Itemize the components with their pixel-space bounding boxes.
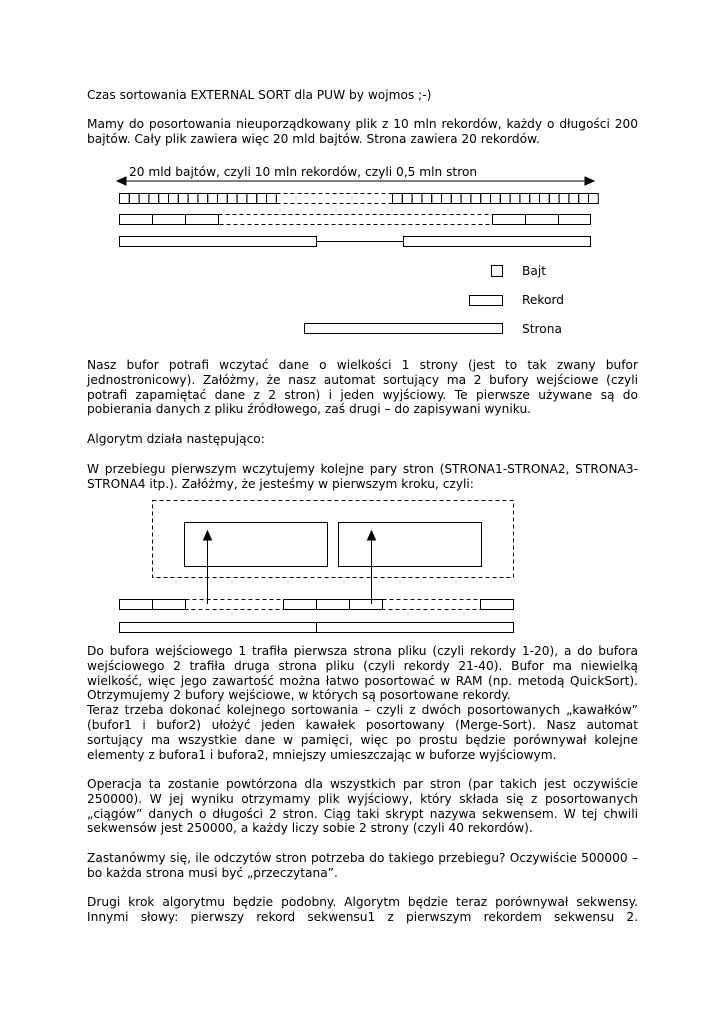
record-cell xyxy=(493,215,526,225)
load-arrow-2 xyxy=(368,531,376,604)
record-cell xyxy=(284,600,317,610)
text-line: wielkość, więc jego zawartość można łatwo posortować w RAM (np. metodą QuickSort). xyxy=(87,673,638,688)
file-pages-row xyxy=(120,623,514,633)
input-buffer-2 xyxy=(339,523,482,567)
legend-byte-box xyxy=(492,266,503,277)
byte-cell xyxy=(491,194,501,204)
text-line: 250000). W jej wyniku otrzymamy plik wyjściowy, który składa się z posortowanych xyxy=(87,791,638,806)
byte-cell xyxy=(247,194,257,204)
byte-cell xyxy=(227,194,237,204)
byte-cell xyxy=(267,194,277,204)
text-line: Zastanówmy się, ile odczytów stron potrzeba do takiego przebiegu? Oczywiście 500000 – xyxy=(87,851,638,865)
record-cell xyxy=(350,600,383,610)
buffers-paragraph xyxy=(87,644,638,762)
record-cell xyxy=(153,600,186,610)
byte-cell xyxy=(471,194,481,204)
text-line: bajtów. Cały plik zawiera więc 20 mld bajtów. Strona zawiera 20 rekordów. xyxy=(87,131,540,146)
record-cell-gap xyxy=(186,600,284,610)
record-cell xyxy=(153,215,186,225)
byte-cell xyxy=(129,194,139,204)
legend-record-box xyxy=(470,296,503,306)
bytes-row xyxy=(120,194,599,204)
text-line: „ciągów” danych o długości 2 stron. Ciąg taki skrypt nazywa sekwensem. W tej chwili xyxy=(87,806,638,821)
record-cell-gap xyxy=(219,215,493,225)
text-line: Innymi słowy: pierwszy rekord sekwensu1 z pierwszym rekordem sekwensu 2. xyxy=(87,909,638,924)
text-line: bo każda strona musi być „przeczytana”. xyxy=(87,865,338,880)
byte-cell xyxy=(481,194,491,204)
legend-record-label: Rekord xyxy=(522,293,565,307)
byte-cell xyxy=(237,194,247,204)
legend-byte-label: Bajt xyxy=(522,264,546,278)
record-cell xyxy=(481,600,514,610)
byte-cell xyxy=(461,194,471,204)
byte-cell xyxy=(422,194,432,204)
byte-cell xyxy=(569,194,579,204)
byte-cell xyxy=(402,194,412,204)
algorithm-heading: Algorytm działa następująco: xyxy=(87,432,265,446)
byte-cell xyxy=(169,194,179,204)
intro-paragraph xyxy=(87,117,638,147)
byte-cell xyxy=(540,194,550,204)
byte-cell-gap xyxy=(277,194,393,204)
byte-cell xyxy=(579,194,589,204)
text-line: Operacja ta zostanie powtórzona dla wszystkich par stron (par takich jest oczywiście xyxy=(87,777,638,791)
byte-cell xyxy=(510,194,520,204)
pages-row xyxy=(120,237,591,247)
byte-cell xyxy=(178,194,188,204)
text-line: Teraz trzeba dokonać kolejnego sortowania – czyli z dwóch posortowanych „kawałków” xyxy=(87,703,638,718)
byte-cell xyxy=(149,194,159,204)
record-cell xyxy=(186,215,219,225)
record-cell xyxy=(120,215,153,225)
byte-cell xyxy=(442,194,452,204)
byte-cell xyxy=(188,194,198,204)
byte-cell xyxy=(589,194,599,204)
byte-cell xyxy=(198,194,208,204)
load-arrow-1 xyxy=(204,531,212,604)
input-buffer-1 xyxy=(185,523,328,567)
text-line: Do bufora wejściowego 1 trafiła pierwsza strona pliku (czyli rekordy 1-20), a do bufora xyxy=(87,644,638,658)
text-line: potrafi zapamiętać dane z 2 stron) i jeden wyjściowy. Te pierwsze używane są do xyxy=(87,387,638,402)
record-cell xyxy=(317,600,350,610)
records-row xyxy=(120,215,591,225)
text-line: Mamy do posortowania nieuporządkowany plik z 10 mln rekordów, każdy o długości 200 xyxy=(87,117,638,131)
text-line: sortujący ma wszystkie dane w pamięci, więc po prostu będzie porównywał kolejne xyxy=(87,732,638,747)
second-step-paragraph xyxy=(87,895,638,925)
byte-cell xyxy=(500,194,510,204)
legend-page-box xyxy=(305,324,503,334)
text-line: STRONA4 itp.). Załóżmy, że jesteśmy w pierwszym kroku, czyli: xyxy=(87,476,474,491)
byte-cell xyxy=(218,194,228,204)
text-line: Nasz bufor potrafi wczytać dane o wielkości 1 strony (jest to tak zwany bufor xyxy=(87,358,638,372)
byte-cell xyxy=(139,194,149,204)
record-cell-gap xyxy=(383,600,481,610)
text-line: pobierania danych z pliku źródłowego, zaś drugi – do zapisywani wyniku. xyxy=(87,402,532,417)
text-line: Drugi krok algorytmu będzie podobny. Algorytm będzie teraz porównywał sekwensy. xyxy=(87,895,638,909)
record-cell xyxy=(559,215,591,225)
byte-cell xyxy=(432,194,442,204)
text-line: elementy z bufora1 i bufora2, mniejszy umieszczając w buforze wyjściowym. xyxy=(87,747,557,762)
byte-cell xyxy=(208,194,218,204)
text-line: W przebiegu pierwszym wczytujemy kolejne pary stron (STRONA1-STRONA2, STRONA3- xyxy=(87,462,638,476)
byte-cell xyxy=(559,194,569,204)
text-line: sekwensów jest 250000, a każdy liczy sobie 2 strony (czyli 40 rekordów). xyxy=(87,821,533,836)
byte-cell xyxy=(451,194,461,204)
reads-paragraph xyxy=(87,851,638,881)
file-records-row xyxy=(120,600,514,610)
byte-cell xyxy=(120,194,130,204)
repeat-paragraph xyxy=(87,777,638,836)
diagram-caption: 20 mld bajtów, czyli 10 mln rekordów, czyli 0,5 mln stron xyxy=(129,165,478,179)
text-line: wejściowego 2 trafiła druga strona pliku (czyli rekordy 21-40). Bufor ma niewielką xyxy=(87,658,638,673)
byte-cell xyxy=(530,194,540,204)
first-pass-paragraph xyxy=(87,462,638,492)
text-line: Otrzymujemy 2 bufory wejściowe, w których są posortowane rekordy. xyxy=(87,688,511,703)
byte-cell xyxy=(520,194,530,204)
buffer-paragraph xyxy=(87,358,638,417)
byte-cell xyxy=(412,194,422,204)
byte-cell xyxy=(159,194,169,204)
byte-cell xyxy=(257,194,267,204)
document-title: Czas sortowania EXTERNAL SORT dla PUW by wojmos ;-) xyxy=(87,88,432,102)
text-line: jednostronicowy). Załóżmy, że nasz automat sortujący ma 2 bufory wejściowe (czyli xyxy=(87,372,638,387)
legend-page-label: Strona xyxy=(522,322,562,336)
text-line: (bufor1 i bufor2) ułożyć jeden kawałek posortowany (Merge-Sort). Nasz automat xyxy=(87,717,638,732)
record-cell xyxy=(526,215,559,225)
byte-cell xyxy=(393,194,403,204)
record-cell xyxy=(120,600,153,610)
byte-cell xyxy=(549,194,559,204)
